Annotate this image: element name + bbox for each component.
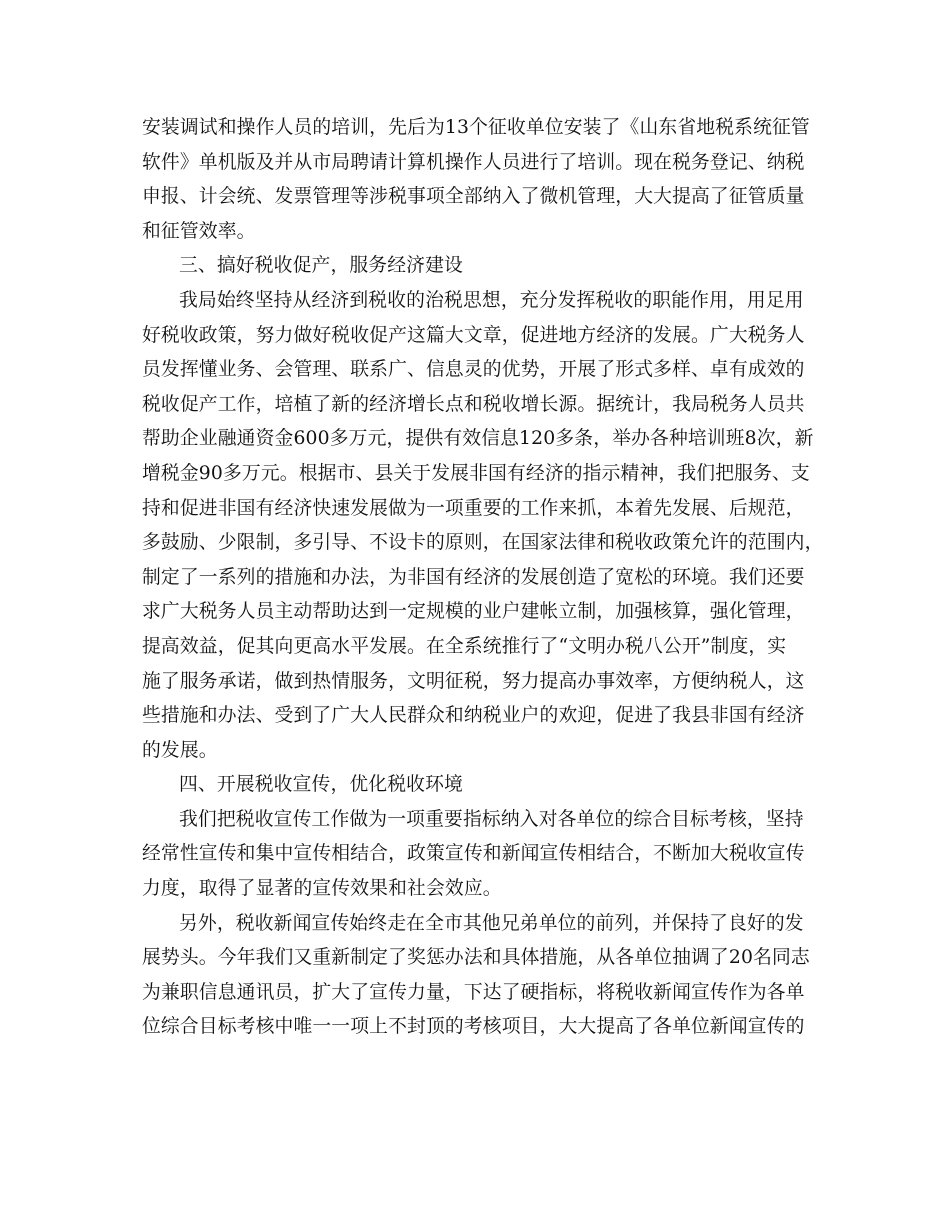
text-line: 四、开展税收宣传，优化税收环境 (179, 774, 463, 796)
text-line: 力度，取得了显著的宣传效果和社会效应。 (142, 878, 502, 900)
text-line: 提高效益，促其向更高水平发展。在全系统推行了“文明办税八公开”制度，实 (142, 635, 787, 657)
text-line: 和征管效率。 (142, 220, 256, 242)
text-line: 制定了一系列的措施和办法，为非国有经济的发展创造了宽松的环境。我们还要 (142, 566, 805, 588)
text-line: 展势头。今年我们又重新制定了奖惩办法和具体措施，从各单位抽调了20名同志 (142, 947, 810, 969)
text-line: 安装调试和操作人员的培训，先后为13个征收单位安装了《山东省地税系统征管 (142, 117, 810, 138)
text-line: 增税金90多万元。根据市、县关于发展非国有经济的指示精神，我们把服务、支 (142, 462, 810, 484)
text-line: 软件》单机版及并从市局聘请计算机操作人员进行了培训。现在税务登记、纳税 (142, 151, 805, 173)
text-line: 经常性宣传和集中宣传相结合，政策宣传和新闻宣传相结合，不断加大税收宣传 (142, 843, 805, 865)
text-line: 持和促进非国有经济快速发展做为一项重要的工作来抓，本着先发展、后规范， (142, 497, 805, 519)
text-line: 的发展。 (142, 739, 218, 761)
text-line: 多鼓励、少限制，多引导、不设卡的原则，在国家法律和税收政策允许的范围内， (142, 532, 824, 554)
text-line: 好税收政策，努力做好税收促产这篇大文章，促进地方经济的发展。广大税务人 (142, 324, 805, 346)
text-line: 施了服务承诺，做到热情服务，文明征税，努力提高办事效率，方便纳税人，这 (142, 670, 805, 692)
document-body (142, 111, 824, 1045)
text-line: 三、搞好税收促产，服务经济建设 (179, 255, 463, 277)
text-line: 我局始终坚持从经济到税收的治税思想，充分发挥税收的职能作用，用足用 (179, 289, 804, 311)
text-line: 帮助企业融通资金600多万元，提供有效信息120多条，举办各种培训班8次，新 (142, 428, 814, 450)
text-line: 些措施和办法、受到了广大人民群众和纳税业户的欢迎，促进了我县非国有经济 (142, 705, 805, 727)
text-line: 税收促产工作，培植了新的经济增长点和税收增长源。据统计，我局税务人员共 (142, 393, 805, 415)
text-line: 为兼职信息通讯员，扩大了宣传力量，下达了硬指标，将税收新闻宣传作为各单 (142, 981, 805, 1003)
text-line: 求广大税务人员主动帮助达到一定规模的业户建帐立制，加强核算，强化管理， (142, 601, 805, 623)
text-line: 申报、计会统、发票管理等涉税事项全部纳入了微机管理，大大提高了征管质量 (142, 186, 805, 208)
text-line: 员发挥懂业务、会管理、联系广、信息灵的优势，开展了形式多样、卓有成效的 (142, 359, 805, 381)
text-line: 位综合目标考核中唯一一项上不封顶的考核项目，大大提高了各单位新闻宣传的 (142, 1016, 805, 1038)
text-line: 另外，税收新闻宣传始终走在全市其他兄弟单位的前列，并保持了良好的发 (179, 912, 804, 934)
text-line: 我们把税收宣传工作做为一项重要指标纳入对各单位的综合目标考核，坚持 (179, 808, 804, 830)
